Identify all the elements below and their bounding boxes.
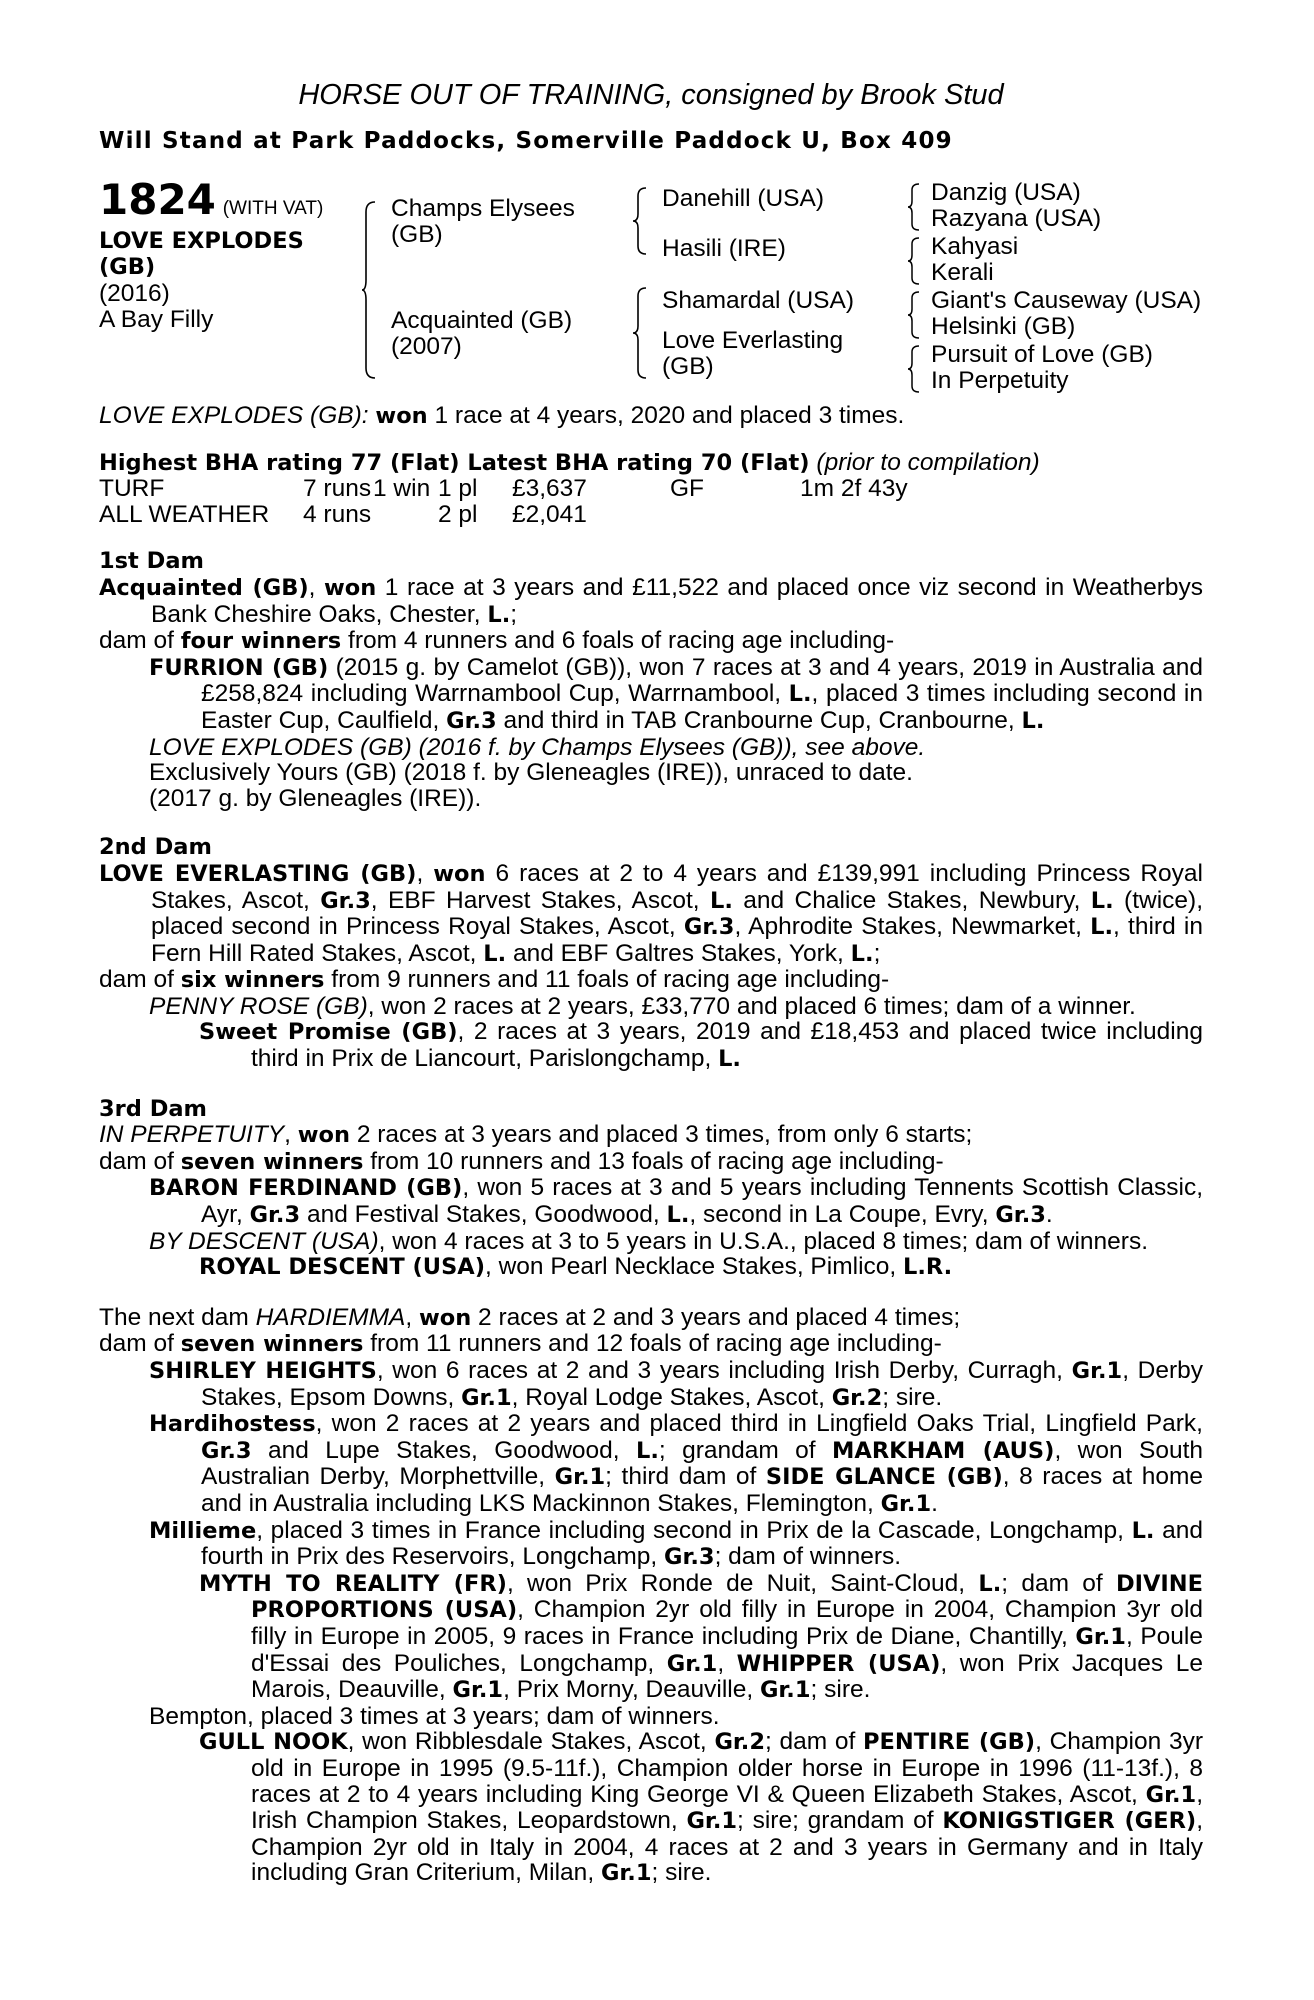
dam-produce-line: dam of four winners from 4 runners and 6 foals of racing age including- [99, 627, 895, 655]
catalogue-page [99, 78, 1203, 1887]
produce-entry: GULL NOOK, won Ribblesdale Stakes, Ascot, Gr.2; dam of PENTIRE (GB), Champion 3yr old in Europe in 1995 (9.5-11f.), Champion older horse in Europe in 1996 (11-13f.), 8 races at 2 to 4 years including King George VI & Queen Elizabeth Stakes, Ascot, Gr.1, Irish Champion Stakes, Leopardstown, Gr.1; sire; grandam of KONIGSTIGER (GER), Champion 2yr old in Italy in 2004, 4 races at 2 and 3 years in Germany and in Italy including Gran Criterium, Milan, Gr.1; sire. [199, 1728, 1203, 1887]
sire-parents-brace [632, 186, 648, 256]
going-cell [670, 502, 800, 528]
horse-name [99, 228, 304, 280]
money-cell: £2,041 [512, 500, 587, 528]
dam-sire: Shamardal (USA) [662, 287, 854, 314]
dam-dam-line2: (GB) [662, 353, 714, 380]
dam-dam-line1: Love Everlasting [662, 327, 844, 354]
section-heading: 1st Dam [99, 548, 204, 575]
gen3-brace-3 [907, 290, 921, 340]
produce-entry: Exclusively Yours (GB) (2018 f. by Gleneagles (IRE)), unraced to date. [149, 759, 913, 787]
race-summary: LOVE EXPLODES (GB): won 1 race at 4 years, 2020 and placed 3 times. [99, 402, 905, 429]
sire-name: Champs Elysees [391, 195, 575, 222]
placed-cell: 2 pl [438, 500, 478, 528]
sire-dam-brace [361, 200, 377, 380]
gen3-brace-4 [907, 344, 921, 394]
produce-entry: SHIRLEY HEIGHTS, won 6 races at 2 and 3 years including Irish Derby, Curragh, Gr.1, Derby Stakes, Epsom Downs, Gr.1, Royal Lodge Stakes, Ascot, Gr.2; sire. [149, 1357, 1203, 1411]
dam-produce-line: dam of seven winners from 11 runners and 12 foals of racing age including- [99, 1330, 942, 1358]
table-row [99, 476, 908, 502]
horse-year: (2016) [99, 280, 170, 307]
dam-record: IN PERPETUITY, won 2 races at 3 years and placed 3 times, from only 6 starts; [99, 1121, 973, 1149]
gen3-ddd: In Perpetuity [931, 367, 1069, 394]
summary-text: 1 race at 4 years, 2020 and placed 3 times. [427, 402, 905, 429]
gen3-brace-1 [907, 182, 921, 232]
produce-entry: (2017 g. by Gleneagles (IRE)). [149, 784, 482, 812]
gen3-brace-2 [907, 236, 921, 286]
vat-note: (WITH VAT) [222, 198, 324, 219]
summary-horse-name: LOVE EXPLODES (GB) [99, 402, 362, 429]
dam-parents-brace [632, 286, 648, 380]
dam-record: The next dam HARDIEMMA, won 2 races at 2 and 3 years and placed 4 times; [99, 1303, 961, 1331]
consignor-title: HORSE OUT OF TRAINING, consigned by Brook Stud [298, 79, 1004, 111]
horse-description: A Bay Filly [99, 306, 214, 333]
wins-cell: 1 win [373, 475, 431, 503]
gen3-dds: Pursuit of Love (GB) [931, 341, 1153, 368]
first-dam-section [99, 549, 1203, 811]
produce-entry: LOVE EXPLODES (GB) (2016 f. by Champs Elysees (GB)), see above. [149, 733, 926, 761]
second-dam-section [99, 835, 1203, 1072]
surface-cell: TURF [99, 475, 165, 503]
section-heading: 2nd Dam [99, 834, 212, 861]
gen3-dss: Giant's Causeway (USA) [931, 287, 1202, 314]
gen3-sds: Kahyasi [931, 233, 1019, 260]
money-cell: £3,637 [512, 475, 587, 503]
dam-record: LOVE EVERLASTING (GB), won 6 races at 2 to 4 years and £139,991 including Princess Royal Stakes, Ascot, Gr.3, EBF Harvest Stakes, Ascot, L. and Chalice Stakes, Newbury, L. (twice), placed second in Princess Royal Stakes, Ascot, Gr.3, Aphrodite Stakes, Newmarket, L., third in Fern Hill Rated Stakes, Ascot, L. and EBF Galtres Stakes, York, L.; [99, 859, 1203, 967]
gen3-dsd: Helsinki (GB) [931, 313, 1076, 340]
produce-entry: PENNY ROSE (GB), won 2 races at 2 years, £33,770 and placed 6 times; dam of a winner. [149, 992, 1136, 1020]
bha-ratings: Highest BHA rating 77 (Flat) Latest BHA rating 70 (Flat) [99, 449, 810, 476]
pedigree-block [99, 175, 1203, 403]
section-heading: 3rd Dam [99, 1095, 207, 1122]
distance-cell [800, 502, 908, 528]
produce-entry: BARON FERDINAND (GB), won 5 races at 3 and 5 years including Tennents Scottish Classic, Ayr, Gr.3 and Festival Stakes, Goodwood, L., second in La Coupe, Evry, Gr.3. [149, 1174, 1204, 1229]
sire-sire: Danehill (USA) [662, 185, 825, 212]
placed-cell: 1 pl [438, 475, 478, 503]
produce-entry: Hardihostess, won 2 races at 2 years and placed third in Lingfield Oaks Trial, Lingfield Park, Gr.3 and Lupe Stakes, Goodwood, L.; grandam of MARKHAM (AUS), won South Australian Derby, Morphettville, Gr.1; third dam of SIDE GLANCE (GB), 8 races at home and in Australia including LKS Mackinnon Stakes, Flemington, Gr.1. [149, 1410, 1204, 1517]
rating-line [99, 450, 1203, 477]
dam-name: Acquainted (GB) [391, 307, 573, 334]
ratings-note: (prior to compilation) [816, 448, 1040, 476]
produce-entry: ROYAL DESCENT (USA), won Pearl Necklace Stakes, Pimlico, L.R. [199, 1253, 953, 1281]
distance-cell: 1m 2f 43y [800, 475, 908, 503]
produce-entry: MYTH TO REALITY (FR), won Prix Ronde de Nuit, Saint-Cloud, L.; dam of DIVINE PROPORTIONS (USA), Champion 2yr old filly in Europe in 2004, Champion 3yr old filly in Europe in 2005, 9 races in France including Prix de Diane, Chantilly, Gr.1, Poule d'Essai des Pouliches, Longchamp, Gr.1, WHIPPER (USA), won Prix Jacques Le Marois, Deauville, Gr.1, Prix Morny, Deauville, Gr.1; sire. [199, 1569, 1204, 1704]
produce-entry: Bempton, placed 3 times at 3 years; dam of winners. [149, 1702, 720, 1730]
horse-name-line2: (GB) [99, 254, 156, 280]
table-row [99, 502, 908, 528]
wins-cell [373, 502, 438, 528]
race-record-table [99, 476, 908, 527]
surface-cell: ALL WEATHER [99, 500, 270, 528]
sire-suffix: (GB) [391, 221, 443, 248]
produce-entry: BY DESCENT (USA), won 4 races at 3 to 5 years in U.S.A., placed 8 times; dam of winners. [149, 1227, 1149, 1255]
runs-cell: 4 runs [303, 500, 372, 528]
gen3-sdd: Kerali [931, 259, 994, 286]
sire-dam: Hasili (IRE) [662, 235, 786, 262]
third-dam-section [99, 1097, 1203, 1281]
dam-year: (2007) [391, 333, 462, 360]
lot-heading [99, 175, 324, 224]
dam-produce-line: dam of six winners from 9 runners and 11 foals of racing age including- [99, 966, 890, 994]
runs-cell: 7 runs [303, 475, 372, 503]
going-cell: GF [670, 475, 705, 503]
fourth-dam-section [99, 1305, 1203, 1887]
produce-entry: Sweet Promise (GB), 2 races at 3 years, 2019 and £18,453 and placed twice including third in Prix de Liancourt, Parislongchamp, L. [199, 1018, 1203, 1073]
horse-name-line1: LOVE EXPLODES [99, 228, 304, 254]
gen3-sss: Danzig (USA) [931, 179, 1081, 206]
produce-entry: FURRION (GB) (2015 g. by Camelot (GB)), won 7 races at 3 and 4 years, 2019 in Australia and £258,824 including Warrnambool Cup, Warrnambool, L., placed 3 times including second in Easter Cup, Caulfield, Gr.3 and third in TAB Cranbourne Cup, Cranbourne, L. [149, 653, 1203, 734]
dam-produce-line: dam of seven winners from 10 runners and 13 foals of racing age including- [99, 1147, 944, 1175]
stand-location: Will Stand at Park Paddocks, Somerville Paddock U, Box 409 [99, 128, 953, 154]
lot-number: 1824 [99, 175, 216, 224]
gen3-ssd: Razyana (USA) [931, 205, 1102, 232]
dam-record: Acquainted (GB), won 1 race at 3 years and £11,522 and placed once viz second in Weatherbys Bank Cheshire Oaks, Chester, L.; [99, 573, 1203, 628]
produce-entry: Millieme, placed 3 times in France including second in Prix de la Cascade, Longchamp, L. and fourth in Prix des Reservoirs, Longchamp, Gr.3; dam of winners. [149, 1516, 1204, 1571]
summary-won: won [375, 403, 428, 429]
